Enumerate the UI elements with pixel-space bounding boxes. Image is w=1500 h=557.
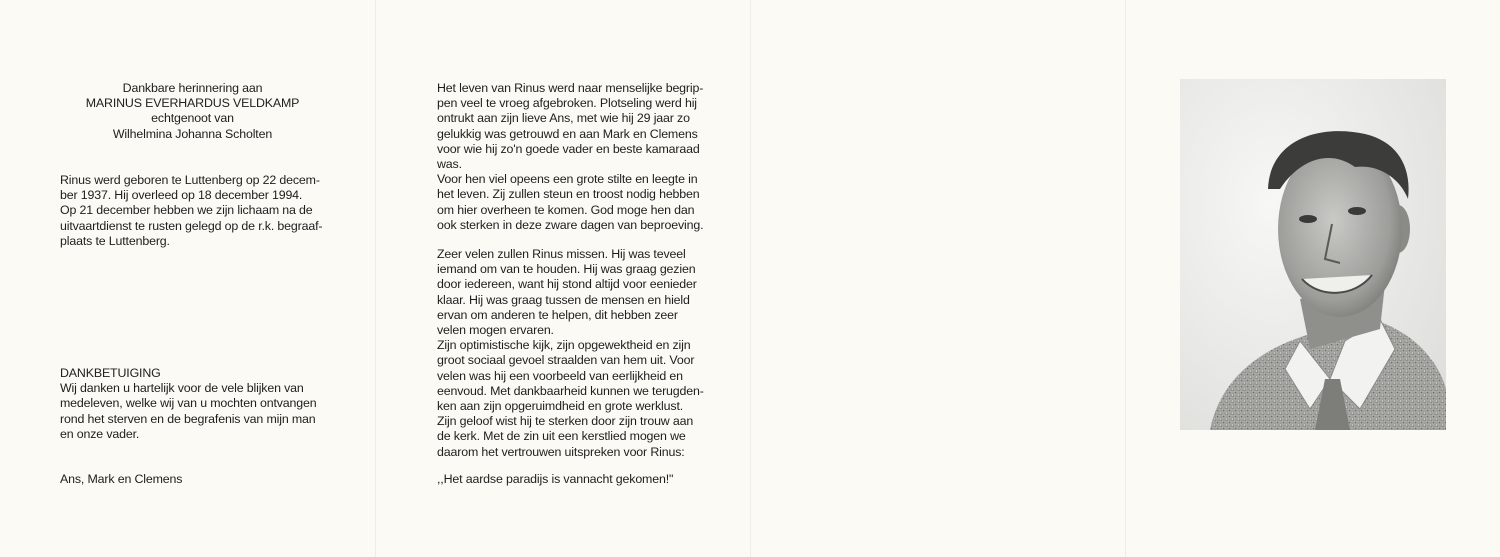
paragraph-line: medeleven, welke wij van u mochten ontvangen <box>60 396 317 411</box>
spouse-name: Wilhelmina Johanna Scholten <box>112 126 273 141</box>
paragraph-line: Voor hen viel opeens een grote stilte en leegte in <box>437 172 698 187</box>
paragraph-line: de kerk. Met de zin uit een kerstlied mogen we <box>437 429 686 444</box>
paragraph-line: iemand om van te houden. Hij was graag gezien <box>437 262 696 277</box>
paragraph-line: daarom het vertrouwen uitspreken voor Rinus: <box>437 444 685 459</box>
paragraph-line: ervan om anderen te helpen, dit hebben zeer <box>437 307 678 322</box>
fold-line <box>1125 0 1126 557</box>
paragraph-line: eenvoud. Met dankbaarheid kunnen we terugden- <box>437 383 704 398</box>
christmas-carol-quote: ,,Het aardse paradijs is vannacht gekomen!" <box>437 472 674 486</box>
header-line: echtgenoot van <box>151 111 234 126</box>
acknowledgement-section <box>60 366 330 442</box>
paragraph-line: groot sociaal gevoel straalden van hem uit. Voor <box>437 353 695 368</box>
paragraph-line: rond het sterven en de begrafenis van mijn man <box>60 411 316 426</box>
paragraph-line: en onze vader. <box>60 426 140 441</box>
paragraph-line: klaar. Hij was graag tussen de mensen en hield <box>437 292 690 307</box>
fold-line <box>375 0 376 557</box>
deceased-name: MARINUS EVERHARDUS VELDKAMP <box>85 96 300 111</box>
paragraph-line: ber 1937. Hij overleed op 18 december 1994. <box>60 188 303 203</box>
tribute-paragraph-2 <box>437 247 707 460</box>
paragraph-line: Op 21 december hebben we zijn lichaam na de <box>60 203 313 218</box>
paragraph-line: Zeer velen zullen Rinus missen. Hij was teveel <box>437 247 686 261</box>
paragraph-line: Zijn optimistische kijk, zijn opgewektheid en zijn <box>437 338 691 353</box>
paragraph-line: Wij danken u hartelijk voor de vele blijken van <box>60 381 304 396</box>
paragraph-line: pen veel te vroeg afgebroken. Plotseling werd hij <box>437 96 697 111</box>
paragraph-line: ontrukt aan zijn lieve Ans, met wie hij 29 jaar zo <box>437 111 690 126</box>
paragraph-line: velen mogen ervaren. <box>437 323 554 338</box>
paragraph-line: door iedereen, want hij stond altijd voor eenieder <box>437 277 697 292</box>
family-signature: Ans, Mark en Clemens <box>60 472 183 486</box>
paragraph-line: uitvaartdienst te rusten gelegd op de r.k. begraaf- <box>60 218 323 233</box>
paragraph-line: gelukkig was getrouwd en aan Mark en Clemens <box>437 126 698 141</box>
paragraph-line: ook sterken in deze zware dagen van beproeving. <box>437 217 704 232</box>
life-dates-paragraph <box>60 173 330 249</box>
paragraph-line: velen was hij een voorbeeld van eerlijkheid en <box>437 368 683 383</box>
tribute-paragraph-1 <box>437 81 707 233</box>
paragraph-line: ken aan zijn opgeruimdheid en grote werklust. <box>437 399 684 414</box>
paragraph-line: plaats te Luttenberg. <box>60 233 170 248</box>
portrait-photo <box>1180 79 1446 430</box>
paragraph-line: Rinus werd geboren te Luttenberg op 22 decem- <box>60 173 320 187</box>
paragraph-line: Zijn geloof wist hij te sterken door zijn trouw aan <box>437 414 694 429</box>
paragraph-line: het leven. Zij zullen steun en troost nodig hebben <box>437 187 700 202</box>
memorial-header <box>60 81 325 142</box>
paragraph-line: voor wie hij zo'n goede vader en beste kamaraad <box>437 141 700 156</box>
header-line: Dankbare herinnering aan <box>122 81 263 95</box>
paragraph-line: om hier overheen te komen. God moge hen dan <box>437 202 695 217</box>
acknowledgement-title: DANKBETUIGING <box>60 366 161 380</box>
paragraph-line: Het leven van Rinus werd naar menselijke begrip- <box>437 81 704 95</box>
fold-line <box>750 0 751 557</box>
paragraph-line: was. <box>437 157 462 172</box>
